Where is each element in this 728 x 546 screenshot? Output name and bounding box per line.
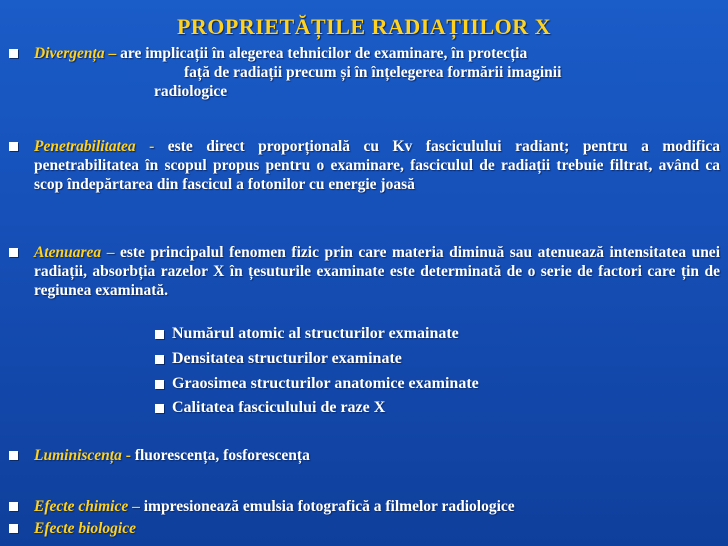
square-bullet-icon (155, 380, 164, 389)
square-bullet-icon (155, 404, 164, 413)
item-separator: - (149, 138, 155, 155)
square-bullet-icon (9, 142, 18, 151)
sub-item-text: Calitatea fasciculului de raze X (172, 399, 386, 416)
square-bullet-icon (155, 355, 164, 364)
square-bullet-icon (9, 502, 18, 511)
item-term: Luminiscența (34, 447, 122, 464)
sub-list-item (155, 349, 715, 371)
item-body: impresionează emulsia fotografică a filmelor radiologice (143, 498, 515, 515)
item-body: este principalul fenomen fizic prin care materia diminuă sau atenuează intensitatea unei radiații, absorbția razelor X în țesuturile examinate este determinată de o serie de factori care țin de regiunea examinată. (34, 244, 720, 299)
item-text (34, 137, 720, 194)
item-body: este direct proporțională cu Kv fasciculului radiant; pentru a modifica penetrabilitatea în scopul propus pentru o examinare, fasciculul de radiații trebuie filtrat, având ca scop îndepărtarea din fascicul a fotonilor cu energie joasă (34, 138, 721, 193)
square-bullet-icon (9, 248, 18, 257)
item-body: fluorescența, fosforescența (134, 447, 310, 464)
item-separator: - (125, 447, 131, 464)
item-term: Penetrabilitatea (34, 138, 136, 155)
square-bullet-icon (155, 330, 164, 339)
item-text (34, 497, 720, 516)
item-term: Efecte chimice (34, 498, 129, 515)
sub-list-item (155, 374, 715, 396)
sub-list-item (155, 324, 715, 346)
square-bullet-icon (9, 49, 18, 58)
item-separator: – (106, 244, 115, 261)
item-text (34, 44, 720, 101)
item-text (34, 519, 720, 538)
item-line-2: față de radiații precum și în înțelegerea formării imaginii (184, 64, 562, 81)
sub-item-text: Numărul atomic al structurilor exmainate (172, 325, 459, 342)
item-term: Efecte biologice (34, 520, 136, 537)
item-line-3: radiologice (154, 83, 228, 100)
item-separator: – (132, 498, 140, 515)
item-term: Atenuarea (34, 244, 102, 261)
square-bullet-icon (9, 524, 18, 533)
item-text (34, 446, 720, 465)
item-line-1: are implicații în alegerea tehnicilor de examinare, în protecția (120, 45, 528, 62)
item-text (34, 243, 720, 300)
square-bullet-icon (9, 451, 18, 460)
sub-item-text: Densitatea structurilor examinate (172, 350, 402, 367)
slide-title: PROPRIETĂȚILE RADIAȚIILOR X (176, 14, 552, 39)
item-separator: – (108, 45, 117, 62)
sub-item-text: Graosimea structurilor anatomice examinate (172, 375, 479, 392)
sub-list-item (155, 398, 715, 420)
item-term: Divergența (34, 45, 105, 62)
